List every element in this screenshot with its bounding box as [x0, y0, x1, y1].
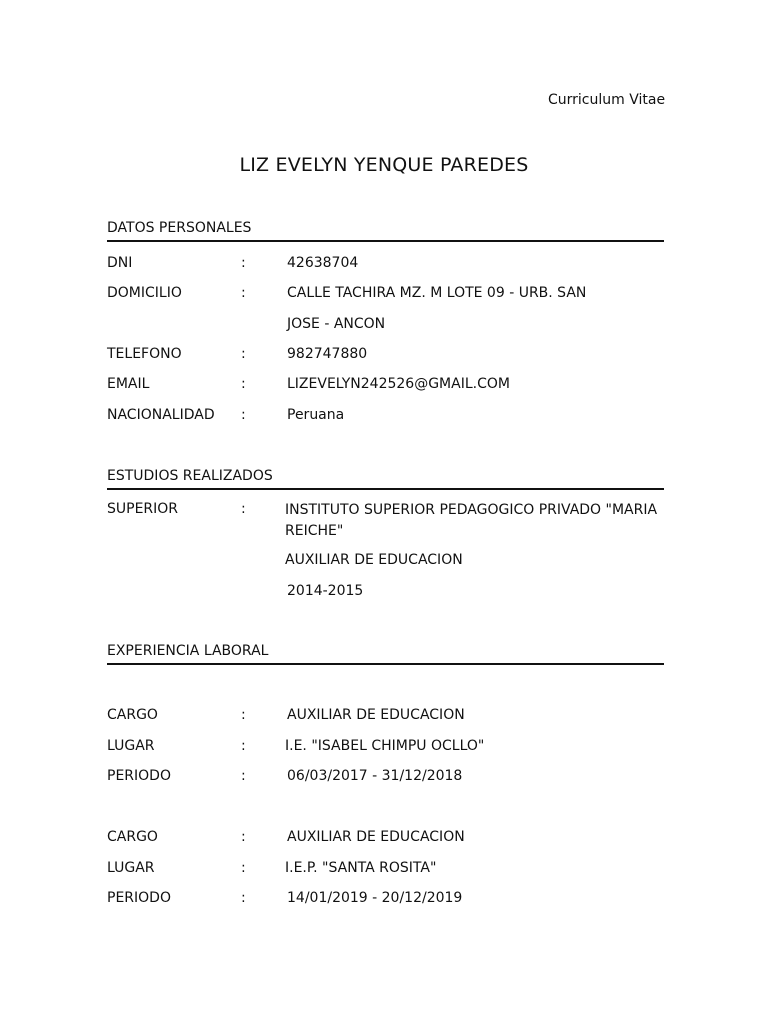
section-divider-experience: [107, 663, 664, 665]
job-place-label: LUGAR: [107, 860, 155, 876]
document-type-label: Curriculum Vitae: [548, 92, 666, 108]
phone-separator: :: [241, 346, 246, 362]
studies-institution: INSTITUTO SUPERIOR PEDAGOGICO PRIVADO "MARIA REICHE": [285, 502, 658, 539]
section-divider-studies: [107, 488, 664, 490]
email-separator: :: [241, 376, 246, 392]
studies-years: 2014-2015: [287, 583, 364, 599]
email-label: EMAIL: [107, 376, 150, 392]
address-separator: :: [241, 285, 246, 301]
section-title-experience: EXPERIENCIA LABORAL: [107, 643, 269, 659]
job-place-value: I.E.P. "SANTA ROSITA": [285, 860, 437, 876]
section-divider-personal: [107, 240, 664, 242]
job-period-separator: :: [241, 768, 246, 784]
dni-value: 42638704: [287, 255, 359, 271]
job-period-label: PERIODO: [107, 890, 171, 906]
studies-separator: :: [241, 501, 246, 517]
section-title-personal: DATOS PERSONALES: [107, 220, 252, 236]
studies-degree: AUXILIAR DE EDUCACION: [285, 552, 463, 568]
job-position-value: AUXILIAR DE EDUCACION: [287, 707, 465, 723]
job-position-value: AUXILIAR DE EDUCACION: [287, 829, 465, 845]
job-place-label: LUGAR: [107, 738, 155, 754]
phone-label: TELEFONO: [107, 346, 182, 362]
job-place-value: I.E. "ISABEL CHIMPU OCLLO": [285, 738, 485, 754]
address-value-line1: CALLE TACHIRA MZ. M LOTE 09 - URB. SAN: [287, 285, 587, 301]
job-period-label: PERIODO: [107, 768, 171, 784]
nationality-value: Peruana: [287, 407, 345, 423]
job-position-label: CARGO: [107, 829, 158, 845]
email-value: LIZEVELYN242526@GMAIL.COM: [287, 376, 510, 392]
dni-label: DNI: [107, 255, 133, 271]
job-period-separator: :: [241, 890, 246, 906]
job-place-separator: :: [241, 738, 246, 754]
job-position-label: CARGO: [107, 707, 158, 723]
job-position-separator: :: [241, 707, 246, 723]
studies-level-label: SUPERIOR: [107, 501, 179, 517]
nationality-separator: :: [241, 407, 246, 423]
candidate-name: LIZ EVELYN YENQUE PAREDES: [239, 154, 529, 176]
job-position-separator: :: [241, 829, 246, 845]
dni-separator: :: [241, 255, 246, 271]
job-period-value: 14/01/2019 - 20/12/2019: [287, 890, 463, 906]
phone-value: 982747880: [287, 346, 368, 362]
address-label: DOMICILIO: [107, 285, 182, 301]
nationality-label: NACIONALIDAD: [107, 407, 215, 423]
section-title-studies: ESTUDIOS REALIZADOS: [107, 468, 273, 484]
job-place-separator: :: [241, 860, 246, 876]
job-period-value: 06/03/2017 - 31/12/2018: [287, 768, 463, 784]
address-value-line2: JOSE - ANCON: [287, 316, 386, 332]
